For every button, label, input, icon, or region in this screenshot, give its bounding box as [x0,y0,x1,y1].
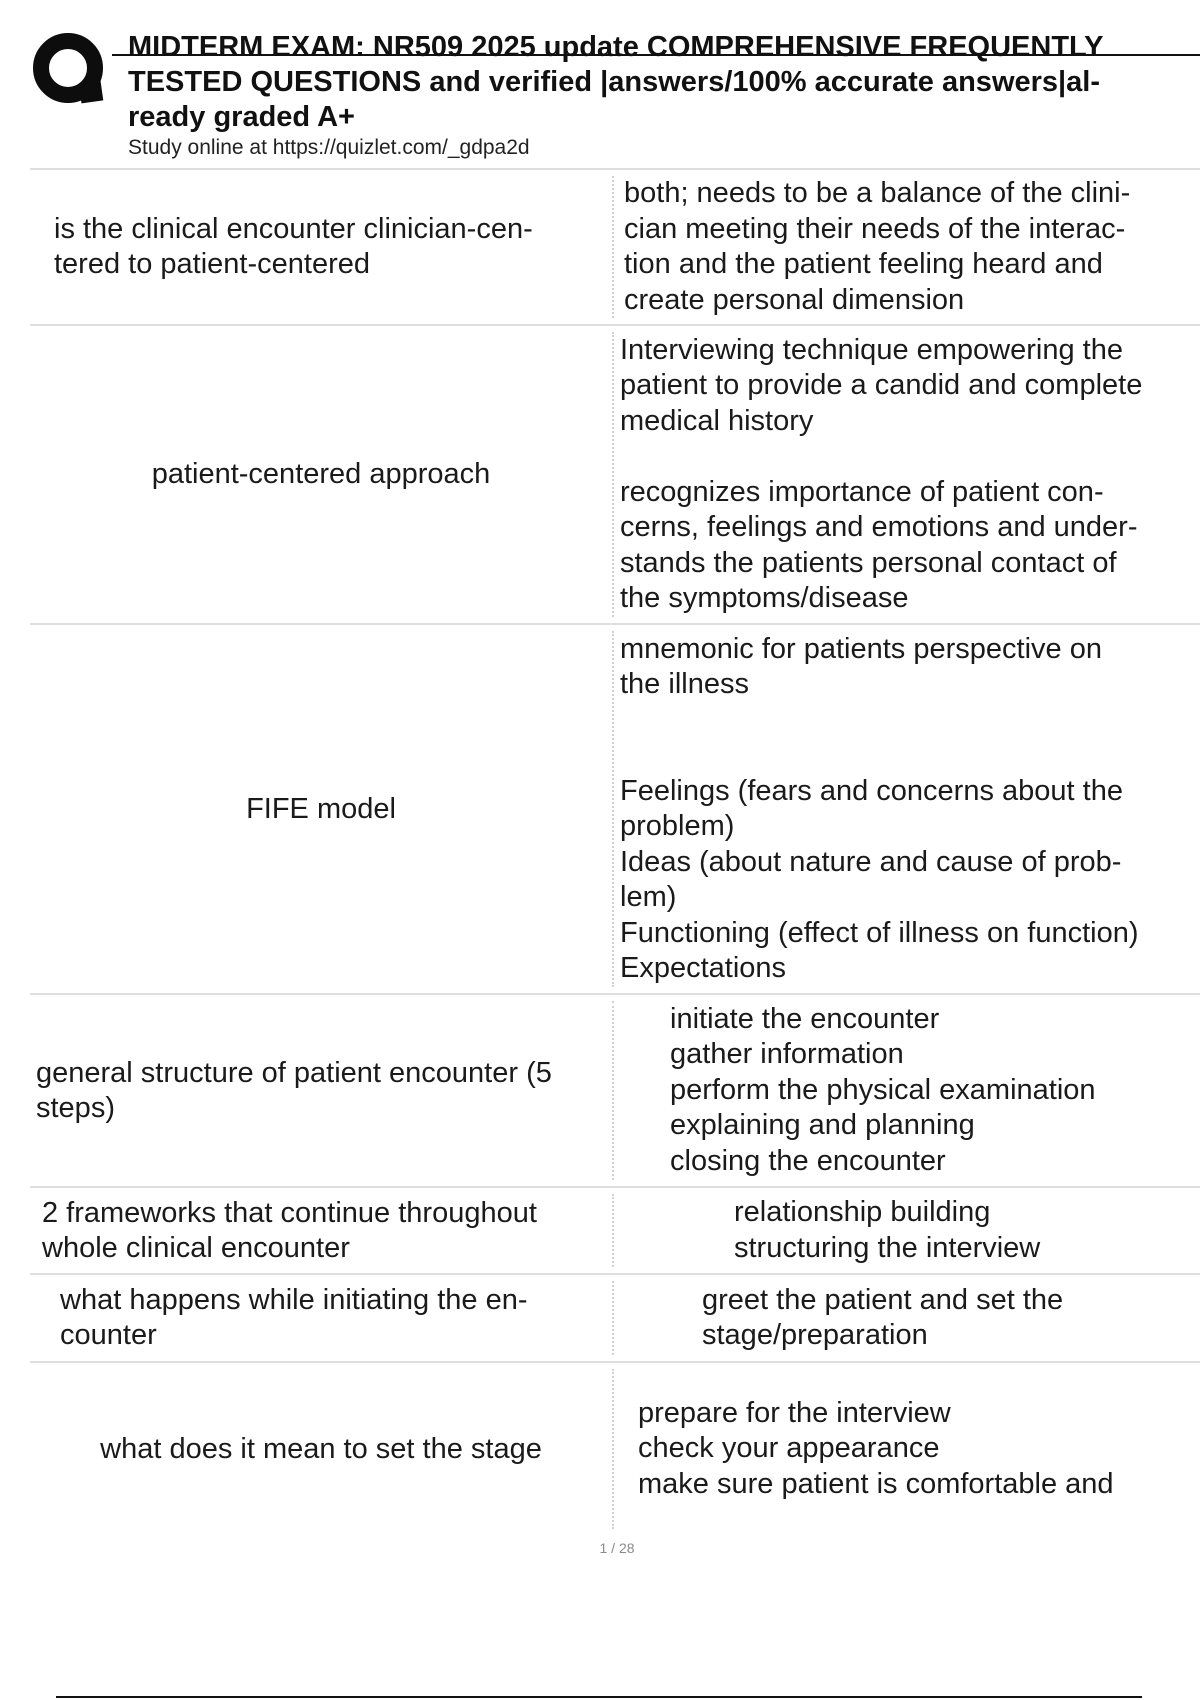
study-online-link[interactable]: Study online at https://quizlet.com/_gdpa2d [128,136,530,159]
flashcard-definition: mnemonic for patients perspective on the illness Feelings (fears and concerns about the problem) Ideas (about nature and cause of prob- lem) Functioning (effect of illness on function) Expectations [612,631,1200,987]
page-indicator: 1 / 28 [599,1540,635,1556]
document-title: MIDTERM EXAM: NR509 2025 update COMPREHENSIVE FREQUENTLY TESTED QUESTIONS and verified |answers/100% accurate answers|al- ready graded A+ [128,31,1104,133]
flashcard-definition: both; needs to be a balance of the clini- cian meeting their needs of the interac- tion and the patient feeling heard and create personal dimension [612,176,1200,318]
flashcard-term: what happens while initiating the en- counter [60,1284,528,1351]
flashcard-definition: prepare for the interview check your appearance make sure patient is comfortable and [612,1369,1200,1529]
flashcard-term: general structure of patient encounter (5 steps) [36,1056,552,1124]
flashcard-row [30,623,1200,993]
bottom-rule [56,1696,1142,1698]
quizlet-q-logo-icon [30,30,110,110]
flashcard-definition: Interviewing technique empowering the patient to provide a candid and complete medical history recognizes importance of patient con- cerns, feelings and emotions and under- stands the patients personal contact of the symptoms/disease [612,332,1200,617]
flashcard-term: what does it mean to set the stage [100,1432,542,1465]
flashcard-definition: relationship building structuring the interview [612,1194,1200,1267]
flashcard-row [30,993,1200,1186]
flashcard-term: 2 frameworks that continue throughout whole clinical encounter [42,1196,537,1264]
flashcard-row [30,324,1200,623]
flashcard-definition: initiate the encounter gather information perform the physical examination explaining and planning closing the encounter [612,1001,1200,1180]
flashcard-list [30,168,1200,1535]
flashcard-term: is the clinical encounter clinician-cen- tered to patient-centered [54,213,533,280]
flashcard-term: FIFE model [246,792,396,825]
flashcard-term: patient-centered approach [151,458,491,490]
flashcard-row [30,1361,1200,1535]
flashcard-definition: greet the patient and set the stage/preparation [612,1281,1200,1355]
flashcard-row [30,1273,1200,1361]
flashcard-row [30,1186,1200,1273]
flashcard-row [30,168,1200,324]
